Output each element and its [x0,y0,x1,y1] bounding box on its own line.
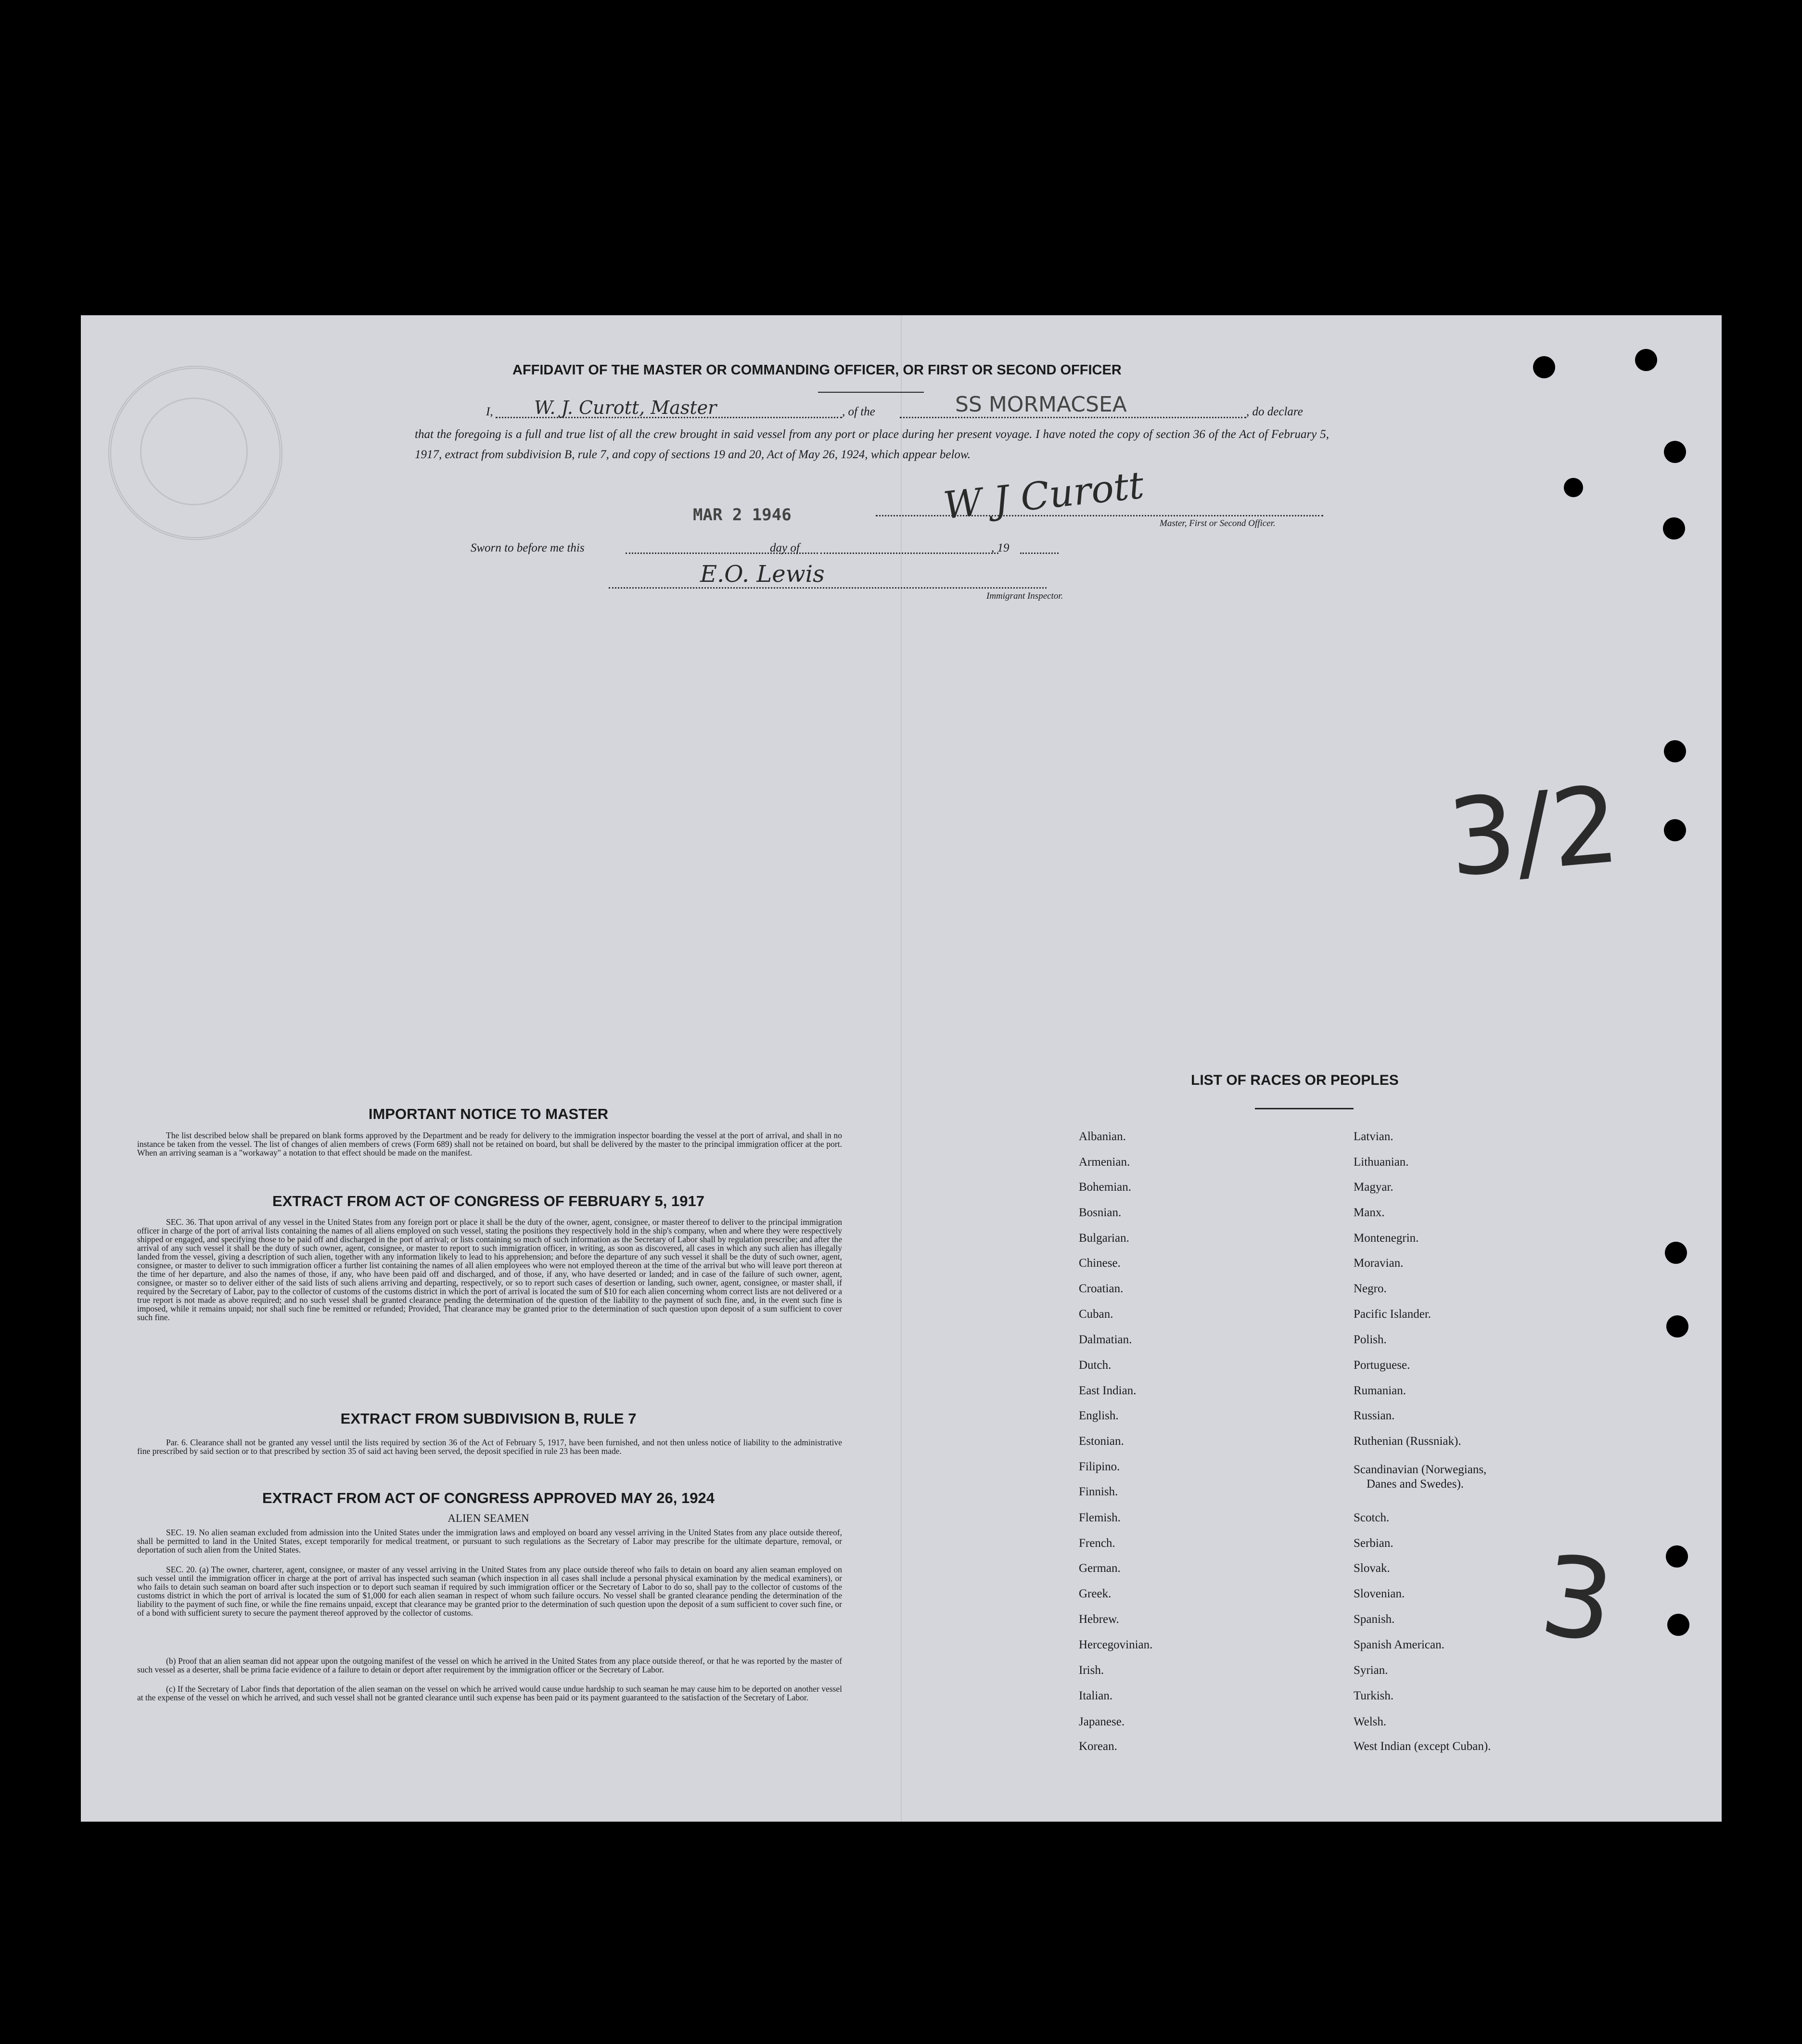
race-item: Italian. [1079,1689,1113,1702]
sworn-label: Sworn to before me this [471,541,585,554]
day-dotted-line [820,553,998,554]
race-item: Montenegrin. [1354,1232,1419,1245]
punch-hole [1663,517,1685,540]
race-item: Dutch. [1079,1359,1112,1372]
race-item: Manx. [1354,1206,1385,1219]
race-item: Chinese. [1079,1257,1121,1270]
punch-hole [1533,356,1555,378]
race-item: East Indian. [1079,1384,1137,1397]
race-item: Hercegovinian. [1079,1638,1153,1651]
inspector-dotted-line [609,587,1047,589]
race-item: French. [1079,1537,1115,1550]
i-label: I, [486,405,493,418]
page-fold [901,315,902,1822]
inspector-caption: Immigrant Inspector. [986,591,1063,601]
inspector-signature: E.O. Lewis [700,561,825,588]
race-item: Negro. [1354,1282,1387,1295]
races-title: LIST OF RACES OR PEOPLES [1191,1072,1399,1088]
race-item: Albanian. [1079,1130,1126,1143]
date-stamp: MAR 2 1946 [693,505,792,525]
race-item: Estonian. [1079,1435,1124,1448]
signature-caption: Master, First or Second Officer. [1160,518,1276,528]
race-item: Slovak. [1354,1562,1390,1575]
rule7-heading: EXTRACT FROM SUBDIVISION B, RULE 7 [340,1410,637,1427]
race-item: Flemish. [1079,1511,1121,1524]
race-item: Cuban. [1079,1308,1113,1321]
affidavit-title: AFFIDAVIT OF THE MASTER OR COMMANDING OFFICER, OR FIRST OR SECOND OFFICER [512,362,1122,378]
embossed-seal [108,366,282,540]
race-item: Croatian. [1079,1282,1124,1295]
race-item: Spanish. [1354,1613,1395,1626]
punch-hole [1664,740,1686,762]
race-item: Bohemian. [1079,1181,1132,1194]
punch-hole [1665,1242,1687,1264]
punch-hole [1666,1545,1688,1568]
race-item: Lithuanian. [1354,1156,1409,1169]
do-declare-label: , do declare [1246,405,1303,418]
sec20a-text: SEC. 20. (a) The owner, charterer, agent, consignee, or master of any vessel arriving in the United States from any place outside thereof who fails to detain on board any alien seaman employed on such vessel until the immigration officer in charge at the port of arrival has inspected such seaman (which inspection in all cases shall include a personal physical examination by the medical examiners), or who fails to detain such seaman on board after such inspection or to deport such seaman if required by such immigration officer or the Secretary of Labor to do so, shall pay to the collector of customs of the customs district in which the port of arrival is located the sum of $1,000 for each alien seaman in respect of whom such failure occurs. No vessel shall be granted clearance pending the determination of the liability to the payment of such fine, or while the fine remains unpaid, except that clearance may be granted prior to the determination of such question upon the deposit of a sum sufficient to cover such fine, or of a bond with sufficient surety to secure the payment thereof approved by the collector of customs. [137,1565,842,1618]
race-item: Korean. [1079,1740,1117,1753]
race-item: Filipino. [1079,1460,1120,1473]
race-item: Polish. [1354,1333,1387,1346]
races-title-rule [1255,1108,1354,1109]
race-item: Japanese. [1079,1715,1125,1728]
vessel-name: SS MORMACSEA [955,392,1127,417]
race-item: Pacific Islander. [1354,1308,1431,1321]
day-of-label: day of [770,541,800,554]
handwritten-fraction: 3/2 [1443,763,1624,900]
rule7-text: Par. 6. Clearance shall not be granted any vessel until the lists required by section 36 of the Act of February 5, 1917, have been furnished, and not then unless notice of liability to the administrative fine prescribed by said section or to that prescribed by section 35 of said act having been served, the deposit specified in rule 23 has been made. [137,1438,842,1456]
of-the-label: , of the [842,405,875,418]
punch-hole [1667,1614,1689,1636]
race-item: Magyar. [1354,1181,1393,1194]
race-item: Bulgarian. [1079,1232,1129,1245]
race-item: Scotch. [1354,1511,1390,1524]
race-item: German. [1079,1562,1121,1575]
race-item: Russian. [1354,1409,1395,1422]
notice-heading: IMPORTANT NOTICE TO MASTER [368,1106,609,1122]
race-item: Greek. [1079,1587,1112,1600]
punch-hole [1664,819,1686,841]
race-item: English. [1079,1409,1119,1422]
race-item: Serbian. [1354,1537,1393,1550]
race-item: Portuguese. [1354,1359,1410,1372]
sec19-text: SEC. 19. No alien seaman excluded from admission into the United States under the immigration laws and employed on board any vessel arriving in the United States from any place outside thereof, shall be permitted to land in the United States, except temporarily for medical treatment, or pursuant to such regulations as the Secretary of Labor may prescribe for the ultimate departure, removal, or deportation of such alien from the United States. [137,1528,842,1555]
race-item: Syrian. [1354,1664,1388,1677]
race-item: Finnish. [1079,1485,1118,1498]
race-item: Turkish. [1354,1689,1394,1702]
race-item: Spanish American. [1354,1638,1444,1651]
notice-text: The list described below shall be prepared on blank forms approved by the Department and be ready for delivery to the immigration inspector boarding the vessel at the port of arrival, and shall in no instance be taken from the vessel. The list of changes of alien members of crews (Form 689) shall not be retained on board, but shall be delivered by the master to the principal immigration officer at the port. When an arriving seaman is a "workaway" a notation to that effect should be made on the manifest. [137,1131,842,1157]
race-item: Latvian. [1354,1130,1393,1143]
race-item: Bosnian. [1079,1206,1122,1219]
race-item: Welsh. [1354,1715,1387,1728]
race-item: Hebrew. [1079,1613,1119,1626]
race-item: Slovenian. [1354,1587,1405,1600]
punch-hole [1564,478,1583,497]
signature-dotted-line [876,515,1323,516]
officer-name: W. J. Curott, Master [534,397,717,418]
race-item: Dalmatian. [1079,1333,1132,1346]
extract-1917-text: SEC. 36. That upon arrival of any vessel in the United States from any foreign port or place it shall be the duty of the owner, agent, consignee, or master thereof to deliver to the principal immigration officer in charge of the port of arrival lists containing the names of all aliens employed on such vessel, stating the positions they respectively hold in the ship's company, when and where they were respectively shipped or engaged, and specifying those to be paid off and discharged in the port of arrival; or lists containing so much of such information as the Secretary of Labor shall by regulation prescribe; and after the arrival of any such vessel it shall be the duty of such owner, agent, consignee, or master to report to such immigration officer, in writing, as soon as discovered, all cases in which any such alien has illegally landed from the vessel, giving a description of such alien, together with any information likely to lead to his apprehension; and before the departure of any such vessel it shall be the duty of such owner, agent, consignee, or master to deliver to such immigration officer a further list containing the names of all alien employees who were not employed thereon at the time of the arrival but who will leave port thereon at the time of her departure, and also the names of those, if any, who have been paid off and discharged, and of those, if any, who have deserted or landed; and in case of the failure of such owner, agent, consignee, or master so to deliver either of the said lists of such aliens arriving and departing, respectively, or so to report such cases of desertion or landing, such owner, agent, consignee, or master shall, if required by the Secretary of Labor, pay to the collector of customs of the customs district in which the port of arrival is located the sum of $10 for each alien concerning whom correct lists are not delivered or a true report is not made as above required; and no such vessel shall be granted clearance pending the determination of the question of the liability to the payment of such fine, and, in the event such fine is imposed, while it remains unpaid; nor shall such fine be remitted or refunded; Provided, That clearance may be granted prior to the determination of such question upon deposit of a sum sufficient to cover such fine. [137,1217,842,1322]
punch-hole [1664,441,1686,463]
vessel-underline [818,392,924,393]
race-item: Armenian. [1079,1156,1130,1169]
race-item: Scandinavian (Norwegians, [1354,1463,1487,1476]
race-item: Ruthenian (Russniak). [1354,1435,1461,1448]
year-label: , 19 [991,541,1010,554]
vessel-dotted-line [900,417,1246,418]
sec20c-text: (c) If the Secretary of Labor finds that deportation of the alien seaman on the vessel on which he arrived would cause undue hardship to such seaman he may cause him to be deported on another vessel at the expense of the vessel on which he arrived, and such vessel shall not be granted clearance until such expense has been paid or its payment guaranteed to the satisfaction of the Secretary of Labor. [137,1684,842,1702]
handwritten-number: 3 [1534,1531,1622,1668]
race-item: Danes and Swedes). [1367,1478,1464,1491]
race-item: West Indian (except Cuban). [1354,1740,1491,1753]
extract-1924-heading: EXTRACT FROM ACT OF CONGRESS APPROVED MAY 26, 1924 [262,1490,715,1506]
race-item: Moravian. [1354,1257,1404,1270]
extract-1917-heading: EXTRACT FROM ACT OF CONGRESS OF FEBRUARY 5, 1917 [272,1193,704,1209]
race-item: Rumanian. [1354,1384,1406,1397]
master-signature: W J Curott [941,463,1146,528]
punch-hole [1666,1315,1688,1337]
sec20b-text: (b) Proof that an alien seaman did not appear upon the outgoing manifest of the vessel on which he arrived in the United States from any place outside thereof, or that he was reported by the master of such vessel as a deserter, shall be prima facie evidence of a failure to detain or deport after requirement by the immigration officer or the Secretary of Labor. [137,1656,842,1674]
declaration-text: that the foregoing is a full and true list of all the crew brought in said vessel from any port or place during her present voyage. I have noted the copy of section 36 of the Act of February 5, 1917, extract from subdivision B, rule 7, and copy of sections 19 and 20, Act of May 26, 1924, which appear below. [415,428,1329,461]
alien-seamen-subheading: ALIEN SEAMEN [447,1512,529,1524]
race-item: Irish. [1079,1664,1104,1677]
year-dotted-line [1020,553,1059,554]
punch-hole [1635,349,1657,371]
